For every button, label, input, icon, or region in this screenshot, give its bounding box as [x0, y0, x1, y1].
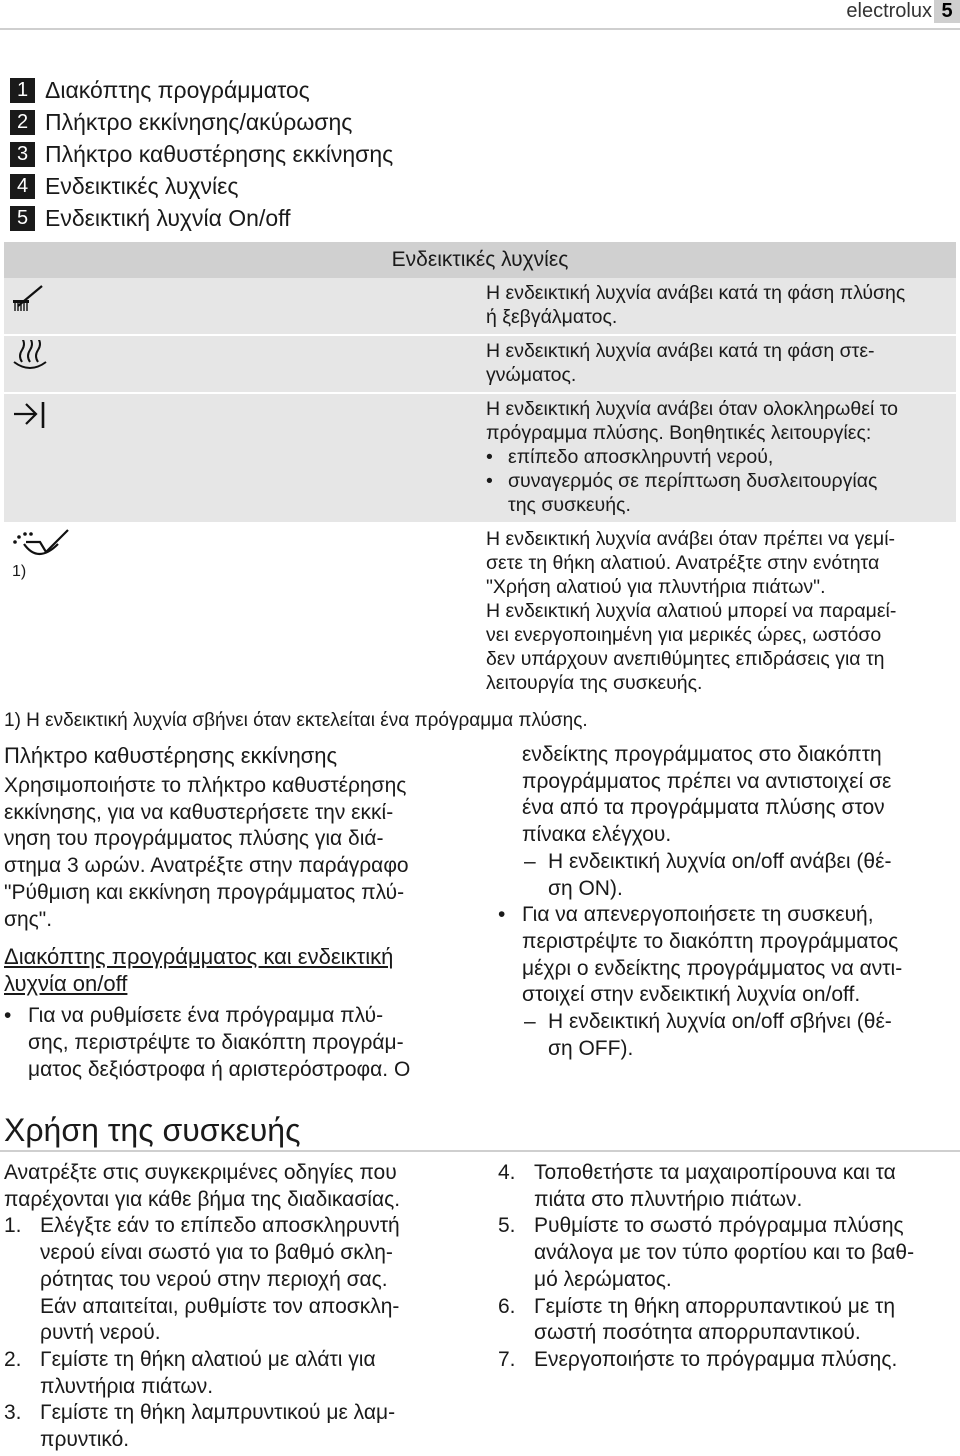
row-description — [486, 278, 956, 334]
legend-number: 1 — [10, 78, 35, 103]
step-line: Γεμίστε τη θήκη απορρυπαντικού με τη — [534, 1294, 896, 1318]
step-number: 4. — [498, 1161, 516, 1184]
delay-heading: Πλήκτρο καθυστέρησης εκκίνησης — [4, 743, 338, 768]
row-description — [486, 524, 956, 700]
step-line: πρυντικό. — [40, 1428, 130, 1452]
row-description — [486, 336, 956, 392]
table-row — [4, 394, 956, 524]
delay-line: Χρησιμοποιήστε το πλήκτρο καθυστέρησης — [4, 774, 407, 797]
delay-line: στημα 3 ωρών. Ανατρέξτε στην παράγραφο — [4, 854, 409, 878]
usage-left-column — [4, 1160, 474, 1454]
dash-mark: – — [524, 1010, 536, 1034]
text-line: πίνακα ελέγχου. — [522, 823, 672, 847]
desc-line: Η ενδεικτική λυχνία ανάβει κατά τη φάση πλύσης — [486, 282, 906, 304]
step-item — [4, 1347, 474, 1400]
legend-number: 4 — [10, 174, 35, 199]
step-item — [498, 1160, 958, 1213]
text-line: προγράμματος πρέπει να αντιστοιχεί σε — [522, 769, 892, 793]
page-number: 5 — [934, 0, 960, 23]
table-row — [4, 278, 956, 336]
step-item — [4, 1400, 474, 1453]
brand-name: electrolux — [846, 0, 932, 22]
bullet-text: συναγερμός σε περίπτωση δυσλειτουργίας — [508, 470, 878, 492]
dash-item — [522, 1009, 902, 1062]
text-line: ένα από τα προγράμματα πλύσης στον — [522, 796, 885, 820]
step-line: Τοποθετήστε τα μαχαιροπίρουνα και τα — [534, 1161, 896, 1184]
bullet-dot: • — [4, 1004, 12, 1028]
bullet-item — [486, 493, 948, 517]
header-divider — [0, 28, 960, 30]
step-line: ρότητας του νερού στην περιοχή σας. — [40, 1267, 388, 1291]
table-row — [4, 336, 956, 394]
legend-item — [10, 138, 393, 170]
step-line: ρυντή νερού. — [40, 1321, 161, 1345]
step-number: 6. — [498, 1294, 516, 1318]
indicator-table — [4, 242, 956, 704]
step-line: πιάτα στο πλυντήριο πιάτων. — [534, 1187, 803, 1211]
legend-label: Ενδεικτικές λυχνίες — [45, 172, 239, 199]
section-divider — [0, 1150, 960, 1152]
legend-number: 2 — [10, 110, 35, 135]
intro-line: Ανατρέξτε στις συγκεκριμένες οδηγίες που — [4, 1161, 397, 1184]
text-line: περιστρέψτε το διακόπτη προγράμματος — [522, 929, 899, 953]
step-line: Γεμίστε τη θήκη αλατιού με αλάτι για — [40, 1347, 376, 1371]
legend-label: Διακόπτης προγράμματος — [45, 76, 310, 103]
bullet-text: επίπεδο αποσκληρυντή νερού, — [508, 446, 774, 468]
desc-line: σετε τη θήκη αλατιού. Ανατρέξτε στην ενότητα — [486, 552, 880, 574]
right-column — [498, 742, 958, 1062]
desc-line: ή ξεβγάλματος. — [486, 306, 618, 328]
step-line: Εάν απαιτείται, ρυθμίστε τον αποσκλη- — [40, 1294, 400, 1318]
legend-item — [10, 170, 393, 202]
legend-label: Πλήκτρο εκκίνησης/ακύρωσης — [45, 108, 353, 135]
step-line: Ενεργοποιήστε το πρόγραμμα πλύσης. — [534, 1347, 898, 1371]
desc-line: γνώματος. — [486, 364, 577, 386]
bullet-dot: • — [486, 446, 493, 468]
control-panel-legend — [10, 74, 393, 234]
footnote-mark: 1) — [12, 563, 27, 580]
step-line: μό λερώματος. — [534, 1267, 672, 1291]
desc-line: νει ενεργοποιημένη για μερικές ώρες, ωστόσο — [486, 624, 882, 646]
section-title: Χρήση της συσκευής — [4, 1112, 301, 1148]
desc-line: Η ενδεικτική λυχνία ανάβει όταν πρέπει να γεμί- — [486, 528, 896, 550]
table-footnote: 1) Η ενδεικτική λυχνία σβήνει όταν εκτελείται ένα πρόγραμμα πλύσης. — [4, 710, 588, 731]
bullet-text: της συσκευής. — [508, 494, 631, 516]
table-row — [4, 524, 956, 704]
list-item — [4, 1003, 474, 1083]
step-line: νερού είναι σωστό για το βαθμό σκλη- — [40, 1241, 393, 1265]
wash-phase-icon — [10, 282, 46, 322]
text-line: ση OFF). — [548, 1036, 634, 1060]
desc-line: λειτουργία της συσκευής. — [486, 672, 703, 694]
text-line: Για να απενεργοποιήσετε τη συσκευή, — [522, 903, 874, 927]
step-item — [498, 1294, 958, 1347]
dial-heading: λυχνία on/off — [4, 971, 128, 997]
step-line: ανάλογα με τον τύπο φορτίου και το βαθ- — [534, 1241, 915, 1265]
step-number: 2. — [4, 1347, 22, 1371]
bullet-dot: • — [486, 470, 493, 492]
desc-line: Η ενδεικτική λυχνία αλατιού μπορεί να παραμεί- — [486, 600, 897, 622]
desc-line: πρόγραμμα πλύσης. Βοηθητικές λειτουργίες: — [486, 422, 872, 444]
desc-line: Η ενδεικτική λυχνία ανάβει όταν ολοκληρωθεί το — [486, 398, 898, 420]
desc-line: δεν υπάρχουν ανεπιθύμητες επιδράσεις για τη — [486, 648, 885, 670]
legend-item — [10, 106, 393, 138]
bullet-dot — [486, 493, 508, 517]
text-line: στοιχεί στην ενδεικτική λυχνία on/off. — [522, 983, 861, 1007]
desc-line: Η ενδεικτική λυχνία ανάβει κατά τη φάση στε- — [486, 340, 875, 362]
step-item — [498, 1347, 958, 1374]
text-line: ση ON). — [548, 876, 623, 900]
legend-label: Πλήκτρο καθυστέρησης εκκίνησης — [45, 140, 394, 167]
legend-item — [10, 74, 393, 106]
intro-line: παρέχονται για κάθε βήμα της διαδικασίας. — [4, 1187, 401, 1211]
list-item-continuation — [498, 742, 958, 902]
legend-number: 3 — [10, 142, 35, 167]
delay-line: σης". — [4, 907, 53, 931]
list-item-text — [522, 902, 902, 1062]
page-header — [660, 0, 960, 24]
legend-label: Ενδεικτική λυχνία On/off — [45, 204, 291, 231]
dash-item — [522, 849, 958, 902]
delay-line: νηση του προγράμματος πλύσης για διά- — [4, 827, 384, 851]
left-column — [4, 742, 474, 1083]
text-line: μέχρι ο ενδείκτης προγράμματος να αντι- — [522, 956, 903, 980]
text-line: ματος δεξιόστροφα ή αριστερόστροφα. Ο — [28, 1057, 411, 1081]
list-item — [498, 902, 958, 1062]
dash-mark: – — [524, 849, 536, 873]
usage-right-column — [498, 1160, 958, 1374]
text-line: Η ενδεικτική λυχνία on/off ανάβει (θέ- — [548, 849, 892, 873]
text-line: σης, περιστρέψτε το διακόπτη προγράμ- — [28, 1030, 404, 1054]
legend-number: 5 — [10, 206, 35, 231]
step-number: 3. — [4, 1401, 22, 1425]
delay-line: εκκίνησης, για να καθυστερήσετε την εκκί- — [4, 800, 394, 824]
drying-phase-icon — [10, 340, 50, 380]
row-description — [486, 394, 956, 522]
text-line: Για να ρυθμίσετε ένα πρόγραμμα πλύ- — [28, 1004, 384, 1028]
bullet-dot: • — [498, 903, 506, 927]
step-number: 5. — [498, 1214, 516, 1238]
dial-heading: Διακόπτης προγράμματος και ενδεικτική — [4, 944, 394, 970]
step-item — [4, 1213, 474, 1347]
end-icon — [10, 398, 50, 438]
step-number: 7. — [498, 1347, 516, 1371]
bullet-item — [486, 469, 948, 493]
table-title: Ενδεικτικές λυχνίες — [4, 242, 956, 278]
step-line: πλυντήρια πιάτων. — [40, 1374, 214, 1398]
legend-item — [10, 202, 393, 234]
bullet-item — [486, 445, 948, 469]
step-line: Γεμίστε τη θήκη λαμπρυντικού με λαμ- — [40, 1401, 396, 1425]
step-line: Ελέγξτε εάν το επίπεδο αποσκληρυντή — [40, 1214, 400, 1238]
delay-line: "Ρύθμιση και εκκίνηση προγράμματος πλύ- — [4, 880, 405, 904]
step-line: σωστή ποσότητα απορρυπαντικού. — [534, 1321, 861, 1345]
text-line: Η ενδεικτική λυχνία on/off σβήνει (θέ- — [548, 1010, 892, 1034]
step-line: Ρυθμίστε το σωστό πρόγραμμα πλύσης — [534, 1214, 904, 1238]
text-line: ενδείκτης προγράμματος στο διακόπτη — [522, 743, 882, 766]
step-item — [498, 1213, 958, 1293]
step-number: 1. — [4, 1214, 22, 1238]
desc-line: "Χρήση αλατιού για πλυντήρια πιάτων". — [486, 576, 826, 598]
list-item-text — [28, 1003, 410, 1083]
